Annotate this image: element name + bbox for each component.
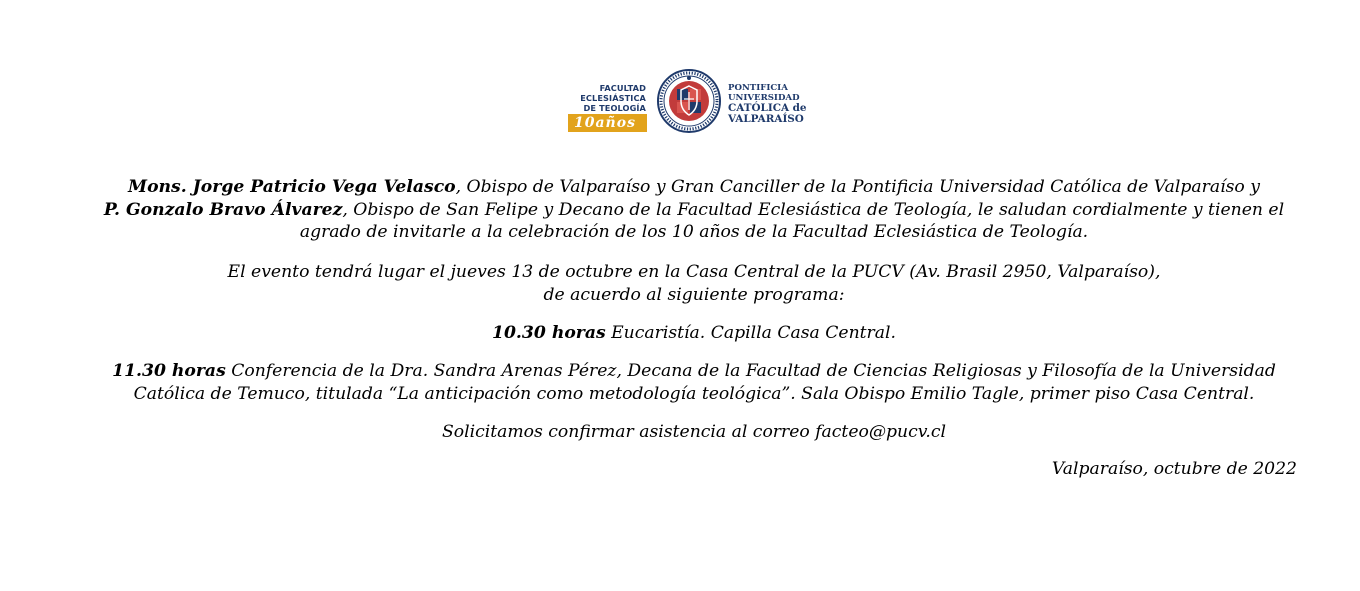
university-line: PONTIFICIA	[728, 83, 788, 93]
chancellor-name: Mons. Jorge Patricio Vega Velasco	[128, 177, 456, 197]
place-date-signoff: Valparaíso, octubre de 2022	[1051, 459, 1297, 479]
program-description: Conferencia de la Dra. Sandra Arenas Pérez, Decana de la Facultad de Ciencias Religiosas y Filosofía de la Universidad	[225, 361, 1276, 381]
event-line-1: El evento tendrá lugar el jueves 13 de octubre en la Casa Central de la PUCV (Av. Brasil 2950, Valparaíso),	[227, 262, 1161, 282]
intro-line-1	[100, 176, 1288, 199]
event-line-2: de acuerdo al siguiente programa:	[543, 284, 845, 305]
program-item-1	[100, 322, 1288, 345]
university-seal-icon	[656, 68, 722, 134]
university-line: CATÓLICA de	[728, 102, 807, 115]
program-line	[100, 360, 1288, 383]
faculty-line: ECLESIÁSTICA	[580, 93, 646, 103]
faculty-line: FACULTAD	[599, 83, 646, 93]
university-line: UNIVERSIDAD	[728, 92, 800, 103]
university-logo-text	[728, 84, 828, 125]
intro-line-3: agrado de invitarle a la celebración de los 10 años de la Facultad Eclesiástica de Teología.	[299, 222, 1089, 242]
dean-name: P. Gonzalo Bravo Álvarez	[103, 199, 343, 220]
program-item-2	[100, 360, 1288, 405]
faculty-line: DE TEOLOGÍA	[583, 103, 646, 113]
program-time: 10.30 horas	[492, 323, 606, 343]
event-paragraph	[100, 261, 1288, 306]
anniversary-badge: 10años	[568, 114, 647, 132]
intro-paragraph	[100, 176, 1288, 244]
university-line: VALPARAÍSO	[728, 113, 804, 126]
program-line: Católica de Temuco, titulada “La anticipación como metodología teológica”. Sala Obispo Emilio Tagle, primer piso Casa Central.	[133, 383, 1255, 404]
rsvp-line: Solicitamos confirmar asistencia al correo facteo@pucv.cl	[441, 422, 947, 442]
faculty-logo-text	[562, 83, 646, 113]
intro-line-2	[100, 199, 1288, 222]
chancellor-title: , Obispo de Valparaíso y Gran Canciller de la Pontificia Universidad Católica de Valparaíso y	[455, 177, 1260, 197]
program-time: 11.30 horas	[112, 361, 226, 381]
dean-title: , Obispo de San Felipe y Decano de la Facultad Eclesiástica de Teología, le saludan cordialmente y tienen el	[342, 199, 1285, 220]
header-logos	[562, 66, 822, 136]
program-description: Eucaristía. Capilla Casa Central.	[605, 323, 896, 343]
